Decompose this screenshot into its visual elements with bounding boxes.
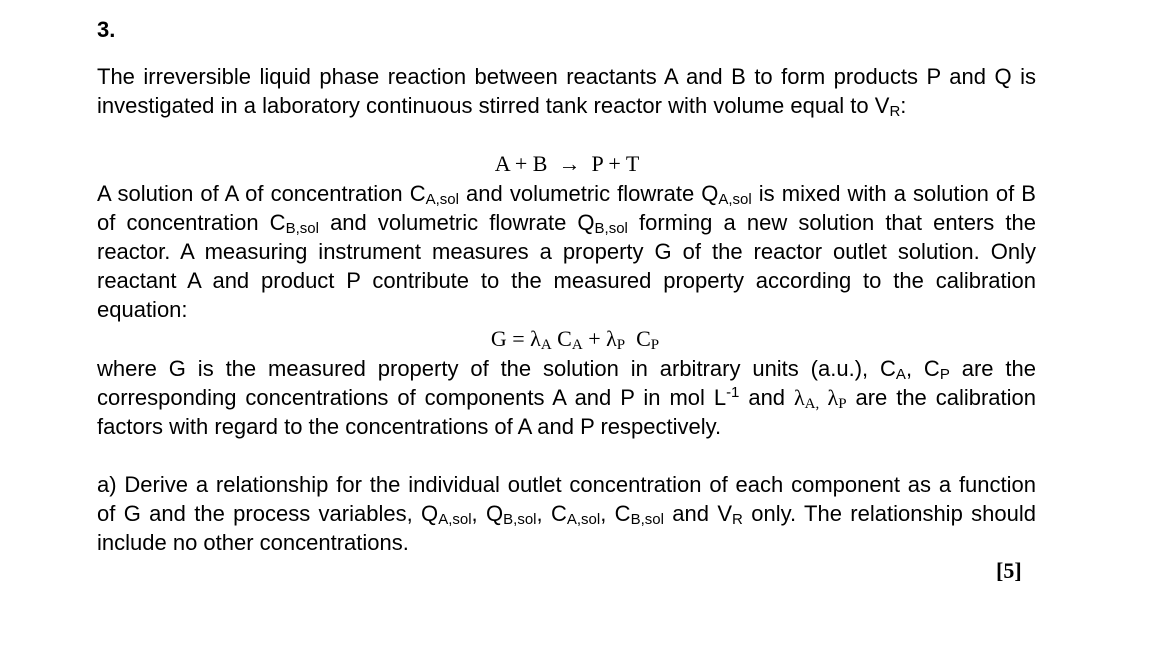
subscript: A: [571, 337, 583, 353]
superscript: -1: [726, 384, 740, 401]
subscript: A: [895, 366, 906, 383]
question-number: 3.: [97, 17, 116, 42]
intro-paragraph: The irreversible liquid phase reaction between reactants A and B to form products P and Q is investigated in a laboratory continuous stirred tank reactor with volume equal to $V_R$:: [97, 64, 1036, 120]
subscript: A: [540, 337, 552, 353]
subscript: P: [616, 337, 626, 353]
subscript: A,sol: [438, 511, 472, 528]
subscript: B,sol: [503, 511, 537, 528]
subscript: A,sol: [425, 191, 459, 208]
reaction-equation: A + B → P + T: [494, 151, 640, 176]
explanation-paragraph: where G is the measured property of the solution in arbitrary units (a.u.), $C_A$, $C_P$ are the corresponding concentrations of components A and P in mol $L^{-1}$ and $\lambda_{A,}$ $\lambda_P$ are the calibration factors with regard to the concentrations of A and P respectively.: [97, 356, 1036, 439]
subscript: P: [838, 396, 847, 412]
lambda-symbol: λ: [819, 385, 839, 410]
part-a-paragraph: a) Derive a relationship for the individual outlet concentration of each component as a function of G and the process variables, $Q_{A,sol}$, $Q_{B,sol}$, $C_{A,sol}$, $C_{B,sol}$ and $V_R$ only. The relationship should include no other concentrations.: [97, 472, 1036, 555]
subscript: B,sol: [285, 220, 319, 237]
subscript: A,: [804, 396, 820, 412]
subscript: B,sol: [630, 511, 664, 528]
description-paragraph: A solution of A of concentration $C_{A,sol}$ and volumetric flowrate $Q_{A,sol}$ is mixed with a solution of B of concentration $C_{B,sol}$ and volumetric flowrate $Q_{B,sol}$ forming a new solution that enters the reactor. A measuring instrument measures a property G of the reactor outlet solution. Only reactant A and product P contribute to the measured property according to the calibration equation:: [97, 181, 1036, 322]
subscript: A,sol: [718, 191, 752, 208]
marks-label: [5]: [996, 558, 1022, 583]
subscript: B,sol: [594, 220, 628, 237]
subscript: R: [889, 103, 901, 120]
calibration-equation: $G = \lambda_A$ $C_A + \lambda_P$ $C_P$: [490, 326, 660, 353]
subscript: P: [650, 337, 660, 353]
subscript: P: [939, 366, 950, 383]
lambda-symbol: λ: [793, 385, 805, 410]
subscript: A,sol: [566, 511, 601, 528]
subscript: R: [732, 511, 743, 528]
